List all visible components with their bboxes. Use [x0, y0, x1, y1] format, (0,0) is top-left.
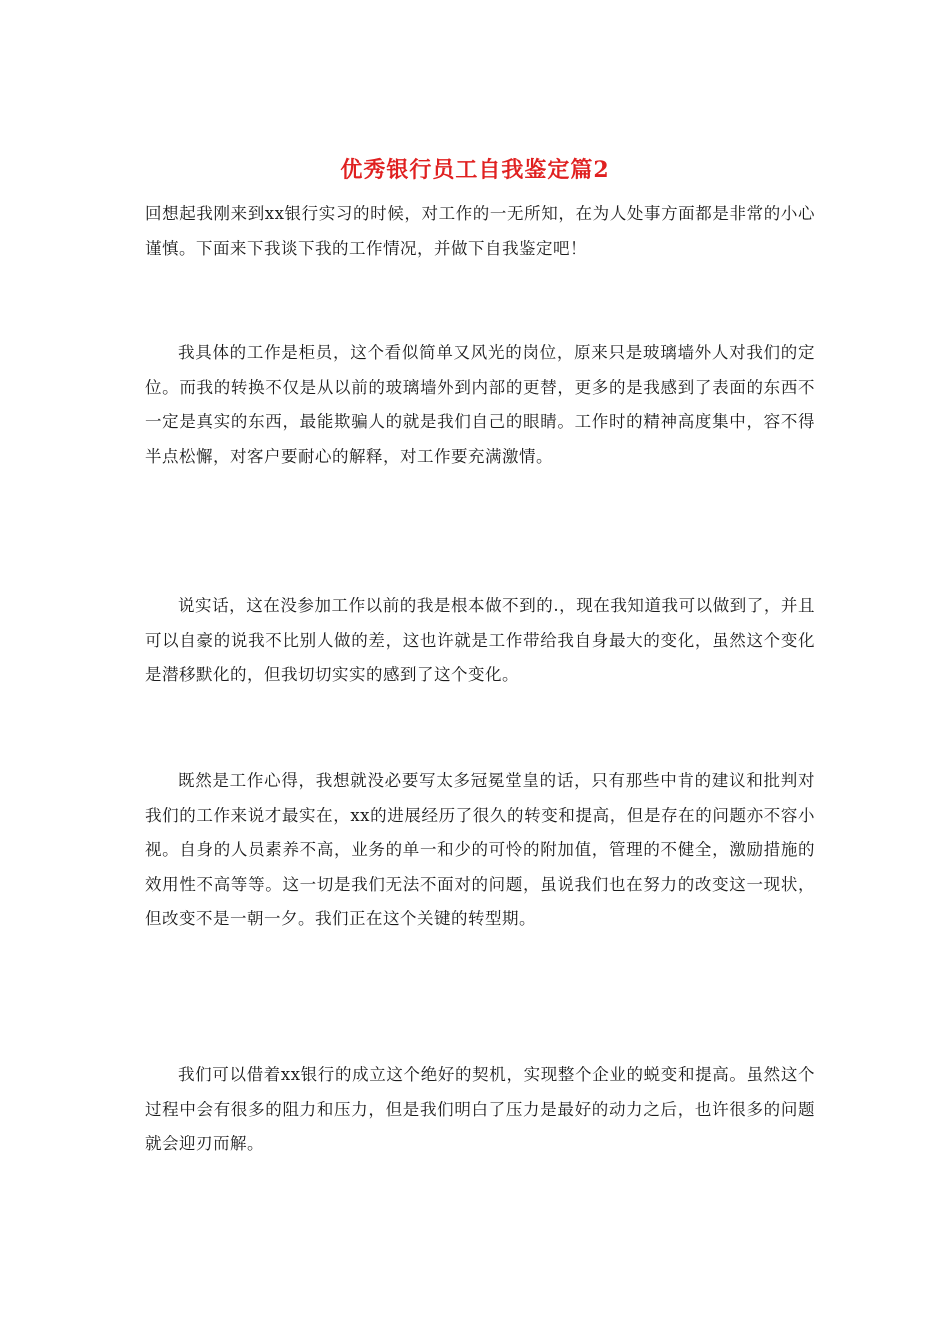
paragraph-job-description: 我具体的工作是柜员，这个看似简单又风光的岗位，原来只是玻璃墙外人对我们的定位。而我的转换不仅是从以前的玻璃墙外到内部的更替，更多的是我感到了表面的东西不一定是真实的东西，最能欺骗人的就是我们自己的眼睛。工作时的精神高度集中，容不得半点松懈，对客户要耐心的解释，对工作要充满激情。 — [145, 343, 815, 466]
paragraph-problems: 既然是工作心得，我想就没必要写太多冠冕堂皇的话，只有那些中肯的建议和批判对我们的工作来说才最实在，xx的进展经历了很久的转变和提高，但是存在的问题亦不容小视。自身的人员素养不高，业务的单一和少的可怜的附加值，管理的不健全，激励措施的效用性不高等等。这一切是我们无法不面对的问题，虽说我们也在努力的改变这一现状，但改变不是一朝一夕。我们正在这个关键的转型期。 — [145, 771, 815, 928]
paragraph-personal-change: 说实话，这在没参加工作以前的我是根本做不到的.，现在我知道我可以做到了，并且可以自豪的说我不比别人做的差，这也许就是工作带给我自身最大的变化，虽然这个变化是潜移默化的，但我切切实实的感到了这个变化。 — [145, 596, 815, 684]
paragraph-opportunity: 我们可以借着xx银行的成立这个绝好的契机，实现整个企业的蜕变和提高。虽然这个过程中会有很多的阻力和压力，但是我们明白了压力是最好的动力之后，也许很多的问题就会迎刃而解。 — [145, 1065, 815, 1153]
document-title: 优秀银行员工自我鉴定篇2 — [340, 157, 610, 183]
paragraph-intro: 回想起我刚来到xx银行实习的时候，对工作的一无所知，在为人处事方面都是非常的小心谨慎。下面来下我谈下我的工作情况，并做下自我鉴定吧！ — [145, 204, 815, 258]
